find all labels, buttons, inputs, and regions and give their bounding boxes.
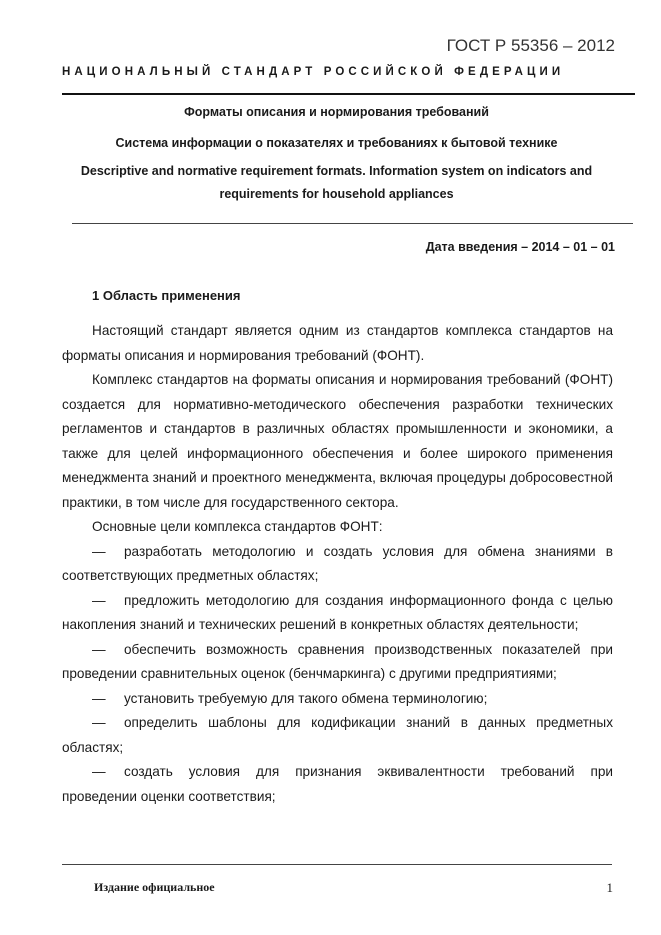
header-divider: [62, 93, 635, 95]
section-heading: 1 Область применения: [92, 288, 241, 303]
list-item-text: создать условия для признания эквивалентности требований при проведении оценки соответствия;: [62, 764, 613, 804]
list-item-text: установить требуемую для такого обмена терминологию;: [124, 690, 488, 706]
list-item: [62, 711, 613, 760]
dash-bullet: —: [92, 690, 106, 706]
dash-bullet: —: [92, 764, 106, 779]
dash-bullet: —: [92, 715, 106, 730]
page-number: 1: [606, 880, 613, 895]
dash-bullet: —: [92, 641, 106, 657]
paragraph: Комплекс стандартов на форматы описания и нормирования требований (ФОНТ) создается для нормативно-методического обеспечения разработки технических регламентов и стандартов в различных областях промышленности и экономики, а также для целей информационного обеспечения и более широкого применения менеджмента знаний и проектного менеджмента, включая процедуры добросовестной практики, в том числе для государственного сектора.: [62, 372, 613, 510]
intro-date: Дата введения – 2014 – 01 – 01: [425, 240, 615, 254]
dash-bullet: —: [92, 543, 106, 559]
national-standard-banner: НАЦИОНАЛЬНЫЙ СТАНДАРТ РОССИЙСКОЙ ФЕДЕРАЦИИ: [62, 66, 565, 78]
list-item-text: предложить методологию для создания информационного фонда с целью накопления знаний и технических решений в конкретных областях деятельности;: [62, 592, 613, 632]
list-item: [62, 687, 613, 712]
list-item-text: определить шаблоны для кодификации знаний в данных предметных областях;: [62, 715, 613, 755]
standard-title-ru: Система информации о показателях и требованиях к бытовой технике: [115, 136, 558, 150]
footer-divider: [62, 864, 612, 865]
paragraph: Настоящий стандарт является одним из стандартов комплекса стандартов на форматы описания и нормирования требований (ФОНТ).: [62, 323, 613, 363]
list-item-text: разработать методологию и создать условия для обмена знаниями в соответствующих предметных областях;: [62, 543, 613, 583]
dash-bullet: —: [92, 592, 106, 608]
standard-code: ГОСТ Р 55356 – 2012: [446, 36, 615, 55]
section-body: [62, 319, 613, 809]
series-title: Форматы описания и нормирования требований: [184, 105, 489, 119]
list-item-text: обеспечить возможность сравнения производственных показателей при проведении сравнительных оценок (бенчмаркинга) с другими предприятиями;: [62, 641, 613, 681]
list-item: [62, 540, 613, 589]
list-item: [62, 760, 613, 809]
list-item: [62, 589, 613, 638]
paragraph: Основные цели комплекса стандартов ФОНТ:: [92, 519, 383, 534]
edition-label: Издание официальное: [94, 880, 215, 894]
title-divider: [72, 223, 633, 224]
list-item: [62, 638, 613, 687]
standard-title-en: Descriptive and normative requirement formats. Information system on indicators and requirements for household appliances: [80, 164, 593, 201]
